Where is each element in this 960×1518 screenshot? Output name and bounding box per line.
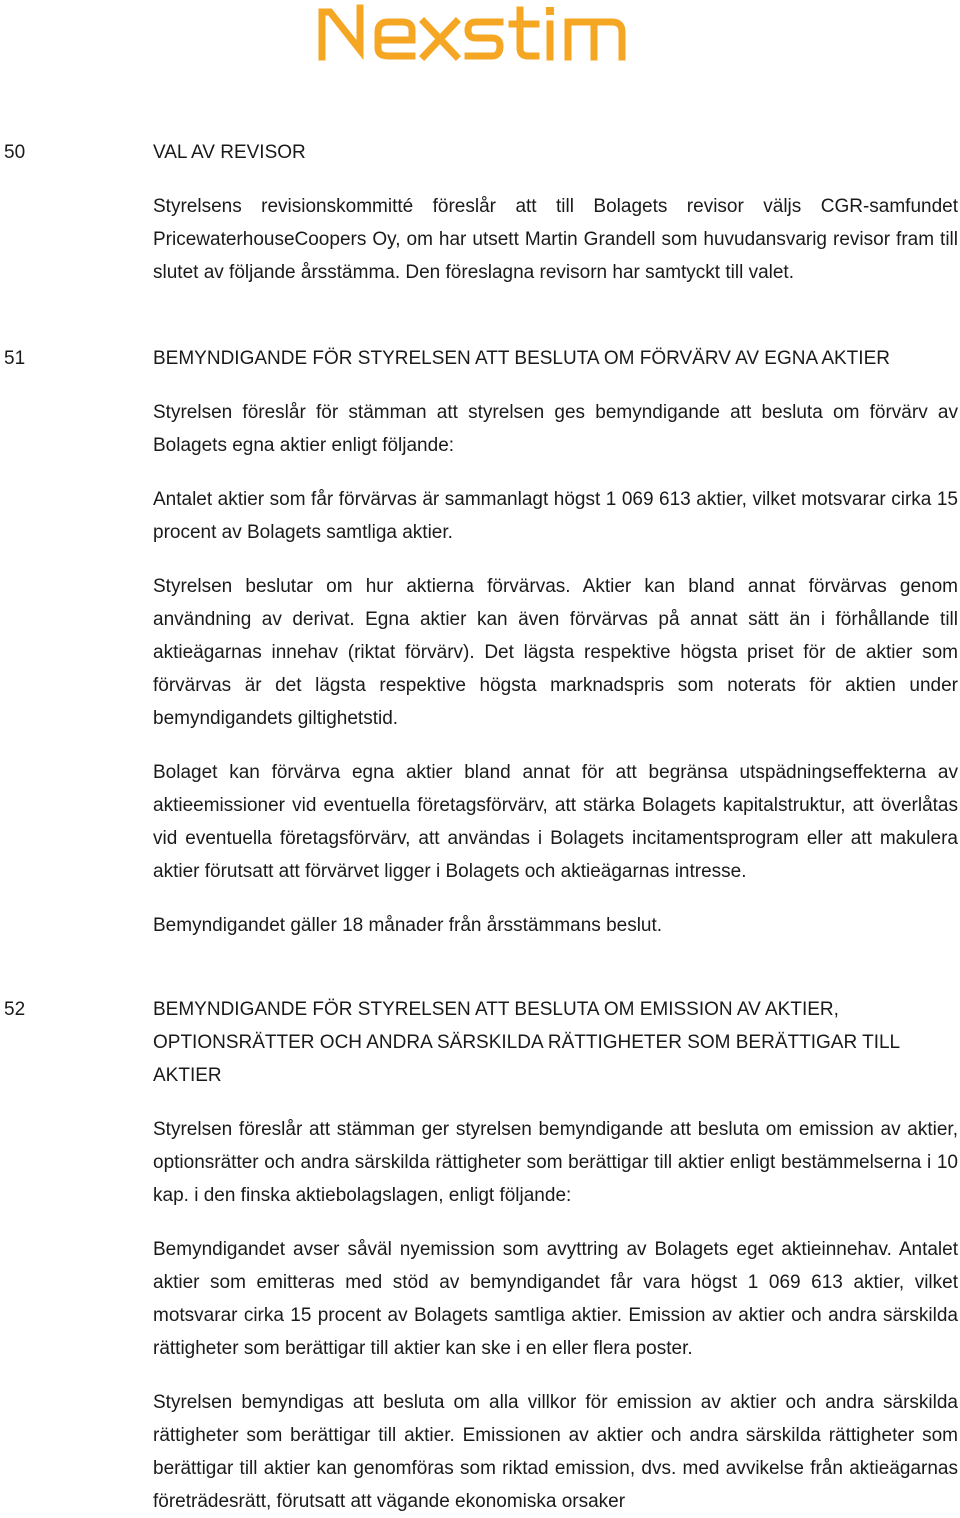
section-number: 51	[4, 348, 26, 369]
paragraph: Bolaget kan förvärva egna aktier bland annat för att begränsa utspädningseffekterna av aktieemissioner vid eventuella företagsförvärv, att stärka Bolagets kapitalstruktur, att överlåtas vid eventuella företagsförvärv, att användas i Bolagets incitamentsprogram eller att makulera aktier förutsatt att förvärvet ligger i Bolagets och aktieägarnas intresse.	[153, 762, 958, 882]
paragraph: Styrelsen föreslår att stämman ger styrelsen bemyndigande att besluta om emission av aktier, optionsrätter och andra särskilda rättigheter som berättigar till aktier enligt bestämmelserna i 10 kap. i den finska aktiebolagslagen, enligt följande:	[153, 1119, 958, 1206]
paragraph: Styrelsen föreslår för stämman att styrelsen ges bemyndigande att besluta om förvärv av Bolagets egna aktier enligt följande:	[153, 402, 958, 456]
paragraph: Styrelsen beslutar om hur aktierna förvärvas. Aktier kan bland annat förvärvas genom användning av derivat. Egna aktier kan även förvärvas på annat sätt än i förhållande till aktieägarnas innehav (riktat förvärv). Det lägsta respektive högsta priset för de aktier som förvärvas är det lägsta respektive högsta marknadspris som noterats för aktien under bemyndigandets giltighetstid.	[153, 576, 958, 729]
section-title: VAL AV REVISOR	[153, 142, 306, 163]
section-title: BEMYNDIGANDE FÖR STYRELSEN ATT BESLUTA OM EMISSION AV AKTIER, OPTIONSRÄTTER OCH ANDRA SÄRSKILDA RÄTTIGHETER SOM BERÄTTIGAR TILL AKTIER	[153, 999, 900, 1086]
section-number: 52	[4, 999, 26, 1020]
section-title: BEMYNDIGANDE FÖR STYRELSEN ATT BESLUTA OM FÖRVÄRV AV EGNA AKTIER	[153, 348, 890, 369]
paragraph: Styrelsens revisionskommitté föreslår att till Bolagets revisor väljs CGR-samfundet PricewaterhouseCoopers Oy, om har utsett Martin Grandell som huvudansvarig revisor fram till slutet av följande årsstämma. Den föreslagna revisorn har samtyckt till valet.	[153, 196, 958, 283]
paragraph: Antalet aktier som får förvärvas är sammanlagt högst 1 069 613 aktier, vilket motsvarar cirka 15 procent av Bolagets samtliga aktier.	[153, 489, 958, 543]
paragraph: Bemyndigandet gäller 18 månader från årsstämmans beslut.	[153, 915, 663, 936]
paragraph: Styrelsen bemyndigas att besluta om alla villkor för emission av aktier och andra särskilda rättigheter som berättigar till aktier. Emissionen av aktier och andra särskilda rättigheter som berättigar till aktier kan genomföras som riktad emission, dvs. med avvikelse från aktieägarnas företrädesrätt, förutsatt att vägande ekonomiska orsaker	[153, 1392, 958, 1512]
nexstim-logo-mark	[316, 2, 644, 64]
section-number: 50	[4, 142, 26, 163]
company-logo	[316, 2, 644, 64]
paragraph: Bemyndigandet avser såväl nyemission som avyttring av Bolagets eget aktieinnehav. Antalet aktier som emitteras med stöd av bemyndigandet får vara högst 1 069 613 aktier, vilket motsvarar cirka 15 procent av Bolagets samtliga aktier. Emission av aktier och andra särskilda rättigheter som berättigar till aktier kan ske i en eller flera poster.	[153, 1239, 958, 1359]
